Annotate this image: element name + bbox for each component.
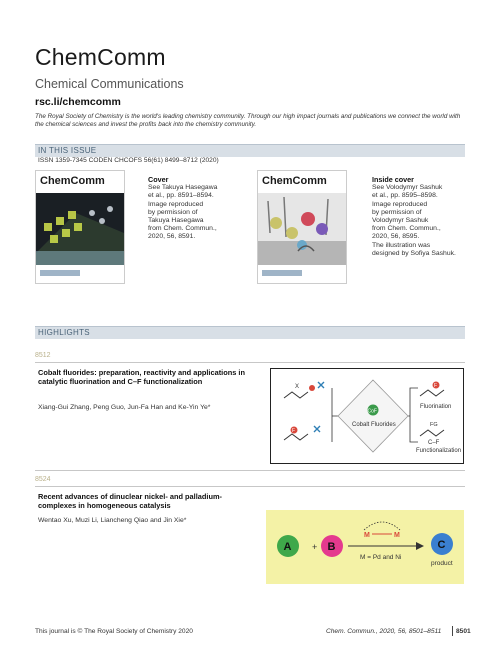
cover-line: from Chem. Commun., (148, 225, 217, 233)
inside-cover-label: Inside cover (372, 175, 414, 184)
cover-line: See Takuya Hasegawa (148, 184, 218, 192)
cover-label: Cover (148, 175, 169, 184)
cover-line: 2020, 56, 8591. (148, 233, 196, 241)
divider (35, 486, 465, 487)
cover-logo-strip (262, 270, 302, 276)
cf-label: C–F (428, 440, 440, 446)
cover-logo-strip (40, 270, 80, 276)
highlight-page-number: 8512 (35, 352, 51, 359)
metal-1-label: M (364, 532, 370, 539)
journal-blurb: The Royal Society of Chemistry is the world's leading chemistry community. Through our high impact journals and publications we connect the world with the chemical sciences and invest the profits back into the chemistry community. (35, 113, 461, 129)
highlight-title[interactable]: Cobalt fluorides: preparation, reactivity and applications in catalytic fluorination and C–F functionalization (38, 368, 245, 387)
highlights-bar (35, 326, 465, 339)
cover-caption (148, 176, 240, 242)
metal-note: M = Pd and Ni (360, 554, 402, 561)
cover-line: See Volodymyr Sashuk (372, 184, 443, 192)
fluorination-label: Fluorination (420, 404, 452, 410)
in-this-issue-bar (35, 144, 465, 157)
cover-line: Takuya Hasegawa (148, 217, 204, 225)
cover-line: The illustration was (372, 241, 431, 249)
functionalization-label: Functionalization (416, 448, 462, 454)
atom-label: F (292, 428, 296, 434)
cover-brand: ChemComm (40, 175, 105, 187)
divider (35, 362, 465, 363)
cover-line: et al., pp. 8591–8594. (148, 192, 214, 200)
cover-line: by permission of (148, 208, 198, 216)
cover-brand: ChemComm (262, 175, 327, 187)
inside-cover-caption (372, 176, 464, 258)
dinuclear-catalysis-graphic (266, 510, 464, 584)
journal-url[interactable]: rsc.li/chemcomm (35, 96, 121, 108)
center-label: Cobalt Fluorides (352, 422, 396, 428)
footer-page-number: 8501 (456, 628, 471, 635)
journal-subtitle: Chemical Communications (35, 77, 184, 91)
journal-title: ChemComm (35, 44, 166, 70)
cover-line: designed by Sofiya Sashuk. (372, 249, 456, 257)
product-label: product (431, 560, 453, 567)
in-this-issue-heading: IN THIS ISSUE (38, 146, 97, 155)
reactant-a-label: A (283, 541, 292, 553)
cover-line: by permission of (372, 208, 422, 216)
inside-cover-artwork (258, 193, 346, 265)
highlight-title[interactable]: Recent advances of dinuclear nickel- and palladium-complexes in homogeneous catalysis (38, 492, 222, 511)
reactant-b-label: B (327, 541, 336, 553)
footer-citation: Chem. Commun., 2020, 56, 8501–8511 (326, 628, 442, 635)
cover-line: 2020, 56, 8595. (372, 233, 420, 241)
cover-line: Volodymyr Sashuk (372, 217, 429, 225)
footer-copyright: This journal is © The Royal Society of Chemistry 2020 (35, 628, 193, 635)
cover-line: Image reproduced (372, 200, 428, 208)
product-c-label: C (437, 539, 446, 551)
cobalt-fluorides-graphic (270, 368, 464, 464)
cover-line: Image reproduced (148, 200, 204, 208)
highlights-heading: HIGHLIGHTS (38, 328, 90, 337)
metal-2-label: M (394, 532, 400, 539)
cover-artwork (36, 193, 124, 265)
divider (35, 470, 465, 471)
atom-label: F (434, 383, 438, 389)
cover-line: from Chem. Commun., (372, 225, 441, 233)
highlight-authors: Xiang-Gui Zhang, Peng Guo, Jun-Fa Han and Ke-Yin Ye* (38, 404, 211, 411)
plus-sign: + (312, 542, 318, 552)
footer-separator (452, 626, 453, 636)
cobalt-symbol: CoF (367, 408, 377, 415)
cover-image[interactable] (35, 170, 125, 284)
inside-cover-image[interactable] (257, 170, 347, 284)
atom-label: X (295, 384, 300, 390)
highlight-authors: Wentao Xu, Muzi Li, Liancheng Qiao and Jin Xie* (38, 517, 187, 524)
atom-label: FG (430, 422, 438, 428)
cover-line: et al., pp. 8595–8598. (372, 192, 438, 200)
issue-meta: ISSN 1359-7345 CODEN CHCOFS 56(61) 8499–8712 (2020) (38, 157, 219, 164)
highlight-page-number: 8524 (35, 476, 51, 483)
